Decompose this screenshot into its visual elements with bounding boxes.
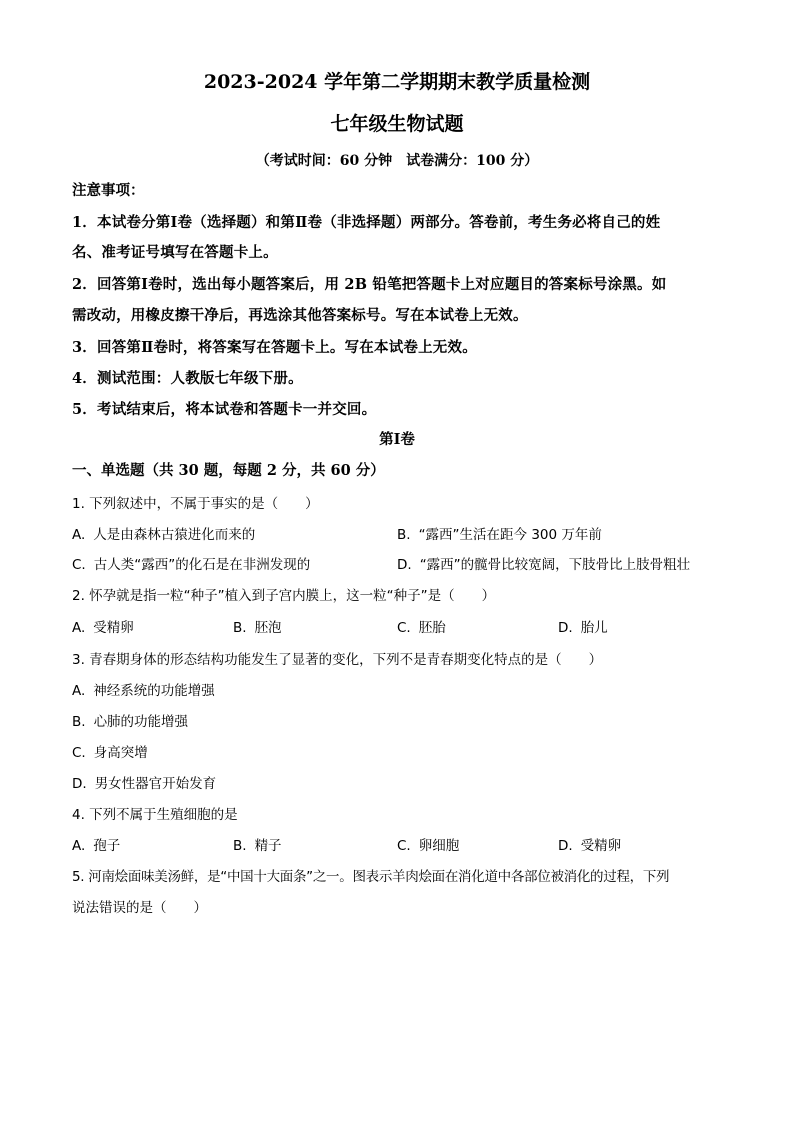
option-c: C. 身高突增 [72,745,148,761]
option-b: B. 心肺的功能增强 [72,714,189,730]
option-b: B. 精子 [233,838,282,854]
option-c: C. 古人类“露西”的化石是在非洲发现的 [72,557,311,573]
option-row [72,712,732,732]
subject-title: 七年级生物试题 [330,113,464,135]
question-stem: 1. 下列叙述中，不属于事实的是（ ） [72,496,319,512]
question-stem: 2. 怀孕就是指一粒“种子”植入到子宫内膜上，这一粒“种子”是（ ） [72,588,496,604]
option-row [72,618,732,638]
option-b: B. “露西”生活在距今 300 万年前 [397,527,602,543]
option-d: D. “露西”的髋骨比较宽阔，下肢骨比上肢骨粗壮 [397,557,691,573]
option-b: B. 胚泡 [233,620,282,636]
option-a: A. 受精卵 [72,620,134,636]
option-c: C. 卵细胞 [397,838,460,854]
notice-line: 5．考试结束后，将本试卷和答题卡一并交回。 [72,401,377,418]
notice-line: 1．本试卷分第Ⅰ卷（选择题）和第Ⅱ卷（非选择题）两部分。答卷前，考生务必将自己的姓 [72,214,661,231]
option-a: A. 神经系统的功能增强 [72,683,215,699]
notice-line: 2．回答第Ⅰ卷时，选出每小题答案后，用 2B 铅笔把答题卡上对应题目的答案标号涂黑。如 [72,276,667,293]
option-a: A. 人是由森林古猿进化而来的 [72,527,256,543]
option-row [72,774,732,794]
notice-line: 4．测试范围：人教版七年级下册。 [72,370,303,387]
option-d: D. 男女性器官开始发育 [72,776,217,792]
option-row [72,525,732,545]
option-row [72,836,732,856]
section-title: 一、单选题（共 30 题，每题 2 分，共 60 分） [72,462,385,479]
question-stem: 3. 青春期身体的形态结构功能发生了显著的变化，下列不是青春期变化特点的是（ ） [72,652,603,668]
question-stem: 4. 下列不属于生殖细胞的是 [72,807,238,823]
option-row [72,743,732,763]
option-d: D. 胎儿 [558,620,608,636]
exam-info: （考试时间：60 分钟 试卷满分：100 分） [255,153,539,169]
exam-title: 2023-2024 学年第二学期期末教学质量检测 [203,71,591,93]
notice-line: 需改动，用橡皮擦干净后，再选涂其他答案标号。写在本试卷上无效。 [72,307,528,324]
question-stem: 5. 河南烩面味美汤鲜，是“中国十大面条”之一。图表示羊肉烩面在消化道中各部位被消化的过程，下列 [72,869,670,885]
question-stem: 说法错误的是（ ） [72,900,207,916]
notice-line: 名、准考证号填写在答题卡上。 [72,244,278,261]
notice-line: 3．回答第Ⅱ卷时，将答案写在答题卡上。写在本试卷上无效。 [72,339,477,356]
notice-heading: 注意事项： [72,182,145,199]
volume-label: 第Ⅰ卷 [379,431,415,448]
option-a: A. 孢子 [72,838,121,854]
option-row [72,555,732,575]
option-c: C. 胚胎 [397,620,446,636]
option-d: D. 受精卵 [558,838,622,854]
option-row [72,681,732,701]
